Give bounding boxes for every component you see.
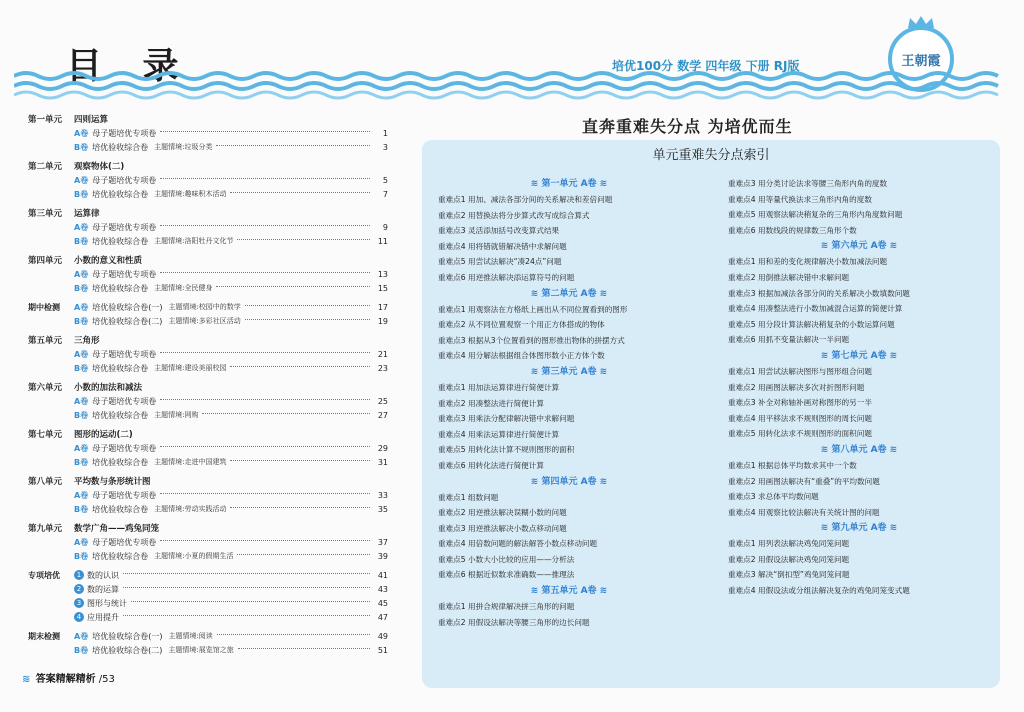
page-number: 9 [382,222,388,232]
section-header: ≋ 第八单元 A卷 ≋ [820,444,898,455]
number-badge: 3 [74,598,84,608]
entry-theme: 主题情境:校园中的数学 [168,303,241,311]
key-point-item: 重难点2 从不同位置观察一个用正方体搭成的物体 [438,320,605,330]
entry-title: 培优验收综合卷 [92,457,149,467]
paper-badge: B卷 [74,363,89,373]
dot-leader [160,540,370,541]
key-point-item: 重难点2 用逆推法解决误糊小数的问题 [438,508,567,518]
entry-title: 母子题培优专项卷 [92,490,157,500]
dot-leader [123,615,370,616]
key-points-panel [422,140,1000,688]
key-point-item: 重难点2 用倒推法解决错中求解问题 [728,272,850,282]
dot-leader [160,225,370,226]
answer-footer[interactable] [22,670,115,685]
unit-topic: 数学广角——鸡兔同笼 [74,524,160,534]
dot-leader [216,145,370,146]
paper-badge: A卷 [74,222,89,232]
page-number: 13 [377,269,388,279]
section-header: ≋ 第四单元 A卷 ≋ [530,476,608,487]
key-point-item: 重难点5 用转化法求不规则图形的面积问题 [728,429,872,439]
dot-leader [160,399,370,400]
paper-badge: B卷 [74,236,89,246]
page-number: 21 [377,349,388,359]
entry-theme: 主题情境:垃圾分类 [154,143,213,151]
key-point-item: 重难点4 用凑整法进行小数加减混合运算的简便计算 [728,304,903,314]
entry-theme: 主题情境:劳动实践活动 [154,505,227,513]
answer-page: /53 [98,674,115,685]
entry-title: 数的认识 [87,570,119,580]
key-point-item: 重难点1 用观察法在方格纸上画出从不同位置看到的图形 [438,304,628,314]
toc-unit [28,380,388,422]
unit-name: 第六单元 [28,383,63,393]
entry-title: 培优验收综合卷 [92,283,149,293]
entry-title: 母子题培优专项卷 [92,128,157,138]
dot-leader [245,305,370,306]
paper-badge: B卷 [74,410,89,420]
toc-entry[interactable] [28,643,388,657]
unit-name: 第一单元 [28,115,63,125]
entry-title: 培优验收综合卷(二) [92,316,163,326]
paper-badge: A卷 [74,537,89,547]
toc-entry[interactable] [28,314,388,328]
paper-badge: B卷 [74,504,89,514]
dot-leader [160,446,370,447]
table-of-contents [28,112,388,662]
entry-theme: 主题情境:洛阳牡丹文化节 [154,237,234,245]
toc-entry[interactable] [28,347,388,361]
entry-title: 培优验收综合卷(一) [92,631,163,641]
paper-badge: A卷 [74,396,89,406]
page-number: 7 [382,189,388,199]
dot-leader [202,413,370,414]
toc-unit-header [28,206,388,220]
key-point-item: 重难点5 用转化法计算不规则图形的面积 [438,445,575,455]
paper-badge: A卷 [74,443,89,453]
entry-theme: 主题情境:多彩社区活动 [168,317,241,325]
toc-entry[interactable] [28,455,388,469]
entry-theme: 主题情境:小夏的假期生活 [154,552,234,560]
unit-topic: 观察物体(二) [74,162,125,172]
paper-badge: B卷 [74,457,89,467]
toc-entry[interactable] [28,361,388,375]
toc-entry[interactable] [28,582,388,596]
entry-title: 母子题培优专项卷 [92,222,157,232]
key-point-item: 重难点4 用乘法运算律进行简便计算 [438,429,560,439]
key-point-item: 重难点4 用倍数问题的解法解答小数点移动问题 [438,539,598,549]
unit-name: 第五单元 [28,336,63,346]
toc-unit [28,333,388,375]
page-number: 11 [377,236,388,246]
page-number: 15 [377,283,388,293]
unit-topic: 图形的运动(二) [74,430,133,440]
number-badge: 1 [74,570,84,580]
toc-unit-header [28,333,388,347]
toc-entry[interactable] [28,300,388,314]
toc-entry[interactable] [28,394,388,408]
key-point-item: 重难点1 用尝试法解决图形与图形组合问题 [728,366,872,376]
page-number: 27 [377,410,388,420]
key-point-item: 重难点4 用观察比较法解决有关统计图的问题 [728,507,880,517]
unit-name: 第二单元 [28,162,63,172]
page-number: 29 [377,443,388,453]
entry-theme: 主题情境:阅读 [168,632,213,640]
answer-label: 答案精解精析 [35,674,96,685]
key-point-item: 重难点2 用凑整法进行简便计算 [438,398,544,408]
toc-entry[interactable] [28,441,388,455]
paper-badge: B卷 [74,283,89,293]
page-number: 23 [377,363,388,373]
entry-theme: 主题情境:走进中国建筑 [154,458,227,466]
key-point-item: 重难点2 用假设法解决等腰三角形的边长问题 [438,617,590,627]
page-title: 目 录 [66,46,193,87]
key-point-item: 重难点2 用假设法解决鸡兔同笼问题 [728,554,850,564]
key-point-item: 重难点2 用画图法解决有“重叠”的平均数问题 [728,476,880,486]
page-number: 3 [382,142,388,152]
number-badge: 4 [74,612,84,622]
toc-entry[interactable] [28,610,388,624]
panel-title: 单元重难失分点索引 [652,148,770,163]
wave-icon: ≋ [22,674,31,685]
key-point-item: 重难点6 用数线段的规律数三角形个数 [728,225,857,235]
toc-entry[interactable] [28,173,388,187]
page-number: 33 [377,490,388,500]
entry-theme: 主题情境:趣味积木活动 [154,190,227,198]
dot-leader [123,587,370,588]
toc-unit-header [28,159,388,173]
unit-name: 期中检测 [28,302,60,312]
toc-entry[interactable] [28,140,388,154]
unit-topic: 四则运算 [74,115,109,125]
page-number: 25 [377,396,388,406]
dot-leader [160,352,370,353]
dot-leader [217,634,370,635]
entry-title: 母子题培优专项卷 [92,269,157,279]
page-number: 19 [377,316,388,326]
key-point-item: 重难点5 用分段计算法解决稍复杂的小数运算问题 [728,319,895,329]
book-series-label: 培优100分 数学 四年级 下册 RJ版 [612,59,800,73]
key-point-item: 重难点4 用将错就错解决错中求解问题 [438,241,567,251]
toc-unit [28,427,388,469]
key-point-item: 重难点6 用逆推法解决添运算符号的问题 [438,272,575,282]
key-point-item: 重难点5 小数大小比较的应用——分析法 [438,554,575,564]
dot-leader [160,178,370,179]
toc-unit-header [28,112,388,126]
key-point-item: 重难点3 解决“倒扣型”鸡兔同笼问题 [728,570,850,580]
toc-unit [28,112,388,154]
key-point-item: 重难点4 用分解法根据组合体图形数小正方体个数 [438,351,605,361]
entry-title: 培优验收综合卷 [92,504,149,514]
paper-badge: A卷 [74,302,89,312]
entry-title: 母子题培优专项卷 [92,349,157,359]
key-point-item: 重难点1 用加法运算律进行简便计算 [438,382,560,392]
paper-badge: A卷 [74,349,89,359]
entry-title: 培优验收综合卷 [92,551,149,561]
entry-title: 培优验收综合卷 [92,236,149,246]
toc-unit [28,568,388,624]
paper-badge: B卷 [74,645,89,655]
key-point-item: 重难点6 根据近似数求准确数——推理法 [438,570,575,580]
key-point-item: 重难点3 根据加减法各部分间的关系解决小数填数问题 [728,288,910,298]
key-point-item: 重难点3 用逆推法解决小数点移动问题 [438,523,567,533]
section-header: ≋ 第九单元 A卷 ≋ [820,523,898,534]
toc-entry[interactable] [28,220,388,234]
dot-leader [230,366,370,367]
toc-entry[interactable] [28,629,388,643]
toc-unit-header [28,380,388,394]
section-header: ≋ 第一单元 A卷 ≋ [530,179,608,189]
toc-unit [28,159,388,201]
key-point-item: 重难点5 用观察法解决稍复杂的三角形内角度数问题 [728,210,903,220]
page-number: 35 [377,504,388,514]
toc-entry[interactable] [28,234,388,248]
key-point-item: 重难点5 用尝试法解决“凑24点”问题 [438,257,562,267]
dot-leader [245,319,370,320]
paper-badge: A卷 [74,175,89,185]
toc-unit [28,629,388,657]
paper-badge: A卷 [74,269,89,279]
toc-unit-header [28,474,388,488]
paper-badge: B卷 [74,316,89,326]
dot-leader [160,493,370,494]
key-point-item: 重难点3 用分类讨论法求等腰三角形内角的度数 [728,179,888,188]
headline: 直奔重难失分点 为培优而生 [582,117,793,136]
entry-title: 培优验收综合卷 [92,410,149,420]
toc-entry[interactable] [28,549,388,563]
page-number: 51 [377,645,388,655]
entry-title: 培优验收综合卷 [92,189,149,199]
page-number: 49 [377,631,388,641]
paper-badge: B卷 [74,142,89,152]
wave-divider [14,68,1010,100]
page-number: 17 [377,302,388,312]
key-point-item: 重难点3 灵活添加括号改变算式结果 [438,226,560,236]
key-point-item: 重难点1 根据总体平均数求其中一个数 [728,460,857,470]
toc-entry[interactable] [28,267,388,281]
toc-unit-header [28,253,388,267]
unit-name: 第七单元 [28,430,63,440]
page-number: 37 [377,537,388,547]
key-point-item: 重难点4 用等量代换法求三角形内角的度数 [728,194,872,204]
unit-name: 专项培优 [28,570,60,580]
dot-leader [216,286,370,287]
paper-badge: A卷 [74,631,89,641]
toc-entry[interactable] [28,187,388,201]
toc-unit [28,253,388,295]
toc-unit [28,474,388,516]
dot-leader [131,601,370,602]
toc-entry[interactable] [28,596,388,610]
toc-entry[interactable] [28,281,388,295]
entry-theme: 主题情境:全民健身 [154,284,213,292]
section-header: ≋ 第二单元 A卷 ≋ [530,288,608,299]
toc-unit [28,206,388,248]
page-number: 41 [377,570,388,580]
toc-unit-header [28,427,388,441]
toc-entry[interactable] [28,535,388,549]
dot-leader [237,239,370,240]
key-point-item: 重难点1 用加、减法各部分间的关系解决和差倍问题 [438,195,613,204]
unit-name: 第四单元 [28,256,63,266]
number-badge: 2 [74,584,84,594]
page-number: 1 [382,128,388,138]
entry-title: 培优验收综合卷 [92,363,149,373]
key-point-item: 重难点2 用替换法将分步算式改写成综合算式 [438,210,590,220]
page-number: 5 [382,175,388,185]
dot-leader [230,507,370,508]
entry-title: 母子题培优专项卷 [92,443,157,453]
entry-title: 应用提升 [87,612,119,622]
entry-title: 培优验收综合卷(一) [92,302,163,312]
key-point-item: 重难点3 用乘法分配律解决错中求解问题 [438,414,575,424]
key-point-item: 重难点4 用平移法求不规则图形的周长问题 [728,413,872,423]
toc-entry[interactable] [28,502,388,516]
key-point-item: 重难点2 用画图法解决多次对折图形问题 [728,382,865,392]
key-point-item: 重难点1 用和差的变化规律解决小数加减法问题 [728,257,888,267]
key-point-item: 重难点1 组数问题 [438,492,499,502]
toc-entry[interactable] [28,126,388,140]
page-number: 47 [377,612,388,622]
unit-name: 期末检测 [28,631,60,641]
entry-title: 母子题培优专项卷 [92,175,157,185]
entry-theme: 主题情境:展览馆之旅 [168,646,234,654]
unit-topic: 三角形 [74,336,100,346]
unit-topic: 小数的加法和减法 [74,383,143,393]
entry-title: 图形与统计 [87,598,127,608]
key-point-item: 重难点3 补全对称轴补画对称图形的另一半 [728,398,872,408]
toc-entry[interactable] [28,568,388,582]
entry-title: 数的运算 [87,584,119,594]
logo-text: 王朝霞 [901,54,941,69]
dot-leader [123,573,370,574]
key-point-item: 重难点6 用转化法进行简便计算 [438,460,544,470]
entry-title: 母子题培优专项卷 [92,537,157,547]
paper-badge: B卷 [74,189,89,199]
page-number: 43 [377,584,388,594]
key-point-item: 重难点1 用拼合规律解决拼三角形的问题 [438,602,575,612]
toc-unit [28,300,388,328]
key-point-item: 重难点6 用抓不变量法解决一半问题 [728,335,850,345]
section-header: ≋ 第五单元 A卷 ≋ [530,586,608,597]
key-point-item: 重难点1 用列表法解决鸡兔同笼问题 [728,539,850,549]
paper-badge: A卷 [74,128,89,138]
toc-unit-header [28,521,388,535]
dot-leader [230,192,370,193]
page-number: 31 [377,457,388,467]
toc-unit [28,521,388,563]
dot-leader [160,272,370,273]
entry-title: 培优验收综合卷 [92,142,149,152]
unit-topic: 平均数与条形统计图 [74,477,151,487]
dot-leader [230,460,370,461]
points-column-left [438,176,700,630]
page-number: 39 [377,551,388,561]
key-point-item: 重难点4 用假设法或分组法解决复杂的鸡兔同笼变式题 [728,586,910,596]
paper-badge: B卷 [74,551,89,561]
entry-theme: 主题情境:网购 [154,411,199,419]
key-point-item: 重难点3 求总体平均数问题 [728,492,819,502]
page-number: 45 [377,598,388,608]
unit-topic: 运算律 [74,209,100,219]
entry-title: 培优验收综合卷(二) [92,645,163,655]
key-point-item: 重难点3 根据从3个位置看到的图形推出物体的拼摆方式 [438,335,625,345]
dot-leader [237,554,370,555]
dot-leader [160,131,370,132]
unit-name: 第九单元 [28,524,63,534]
unit-name: 第三单元 [28,209,63,219]
section-header: ≋ 第七单元 A卷 ≋ [820,350,898,361]
unit-topic: 小数的意义和性质 [74,256,143,266]
section-header: ≋ 第六单元 A卷 ≋ [820,241,898,252]
entry-theme: 主题情境:建设美丽校园 [154,364,227,372]
toc-entry[interactable] [28,488,388,502]
entry-title: 母子题培优专项卷 [92,396,157,406]
paper-badge: A卷 [74,490,89,500]
section-header: ≋ 第三单元 A卷 ≋ [530,366,608,377]
points-column-right [728,176,990,599]
toc-entry[interactable] [28,408,388,422]
unit-name: 第八单元 [28,477,63,487]
dot-leader [238,648,370,649]
